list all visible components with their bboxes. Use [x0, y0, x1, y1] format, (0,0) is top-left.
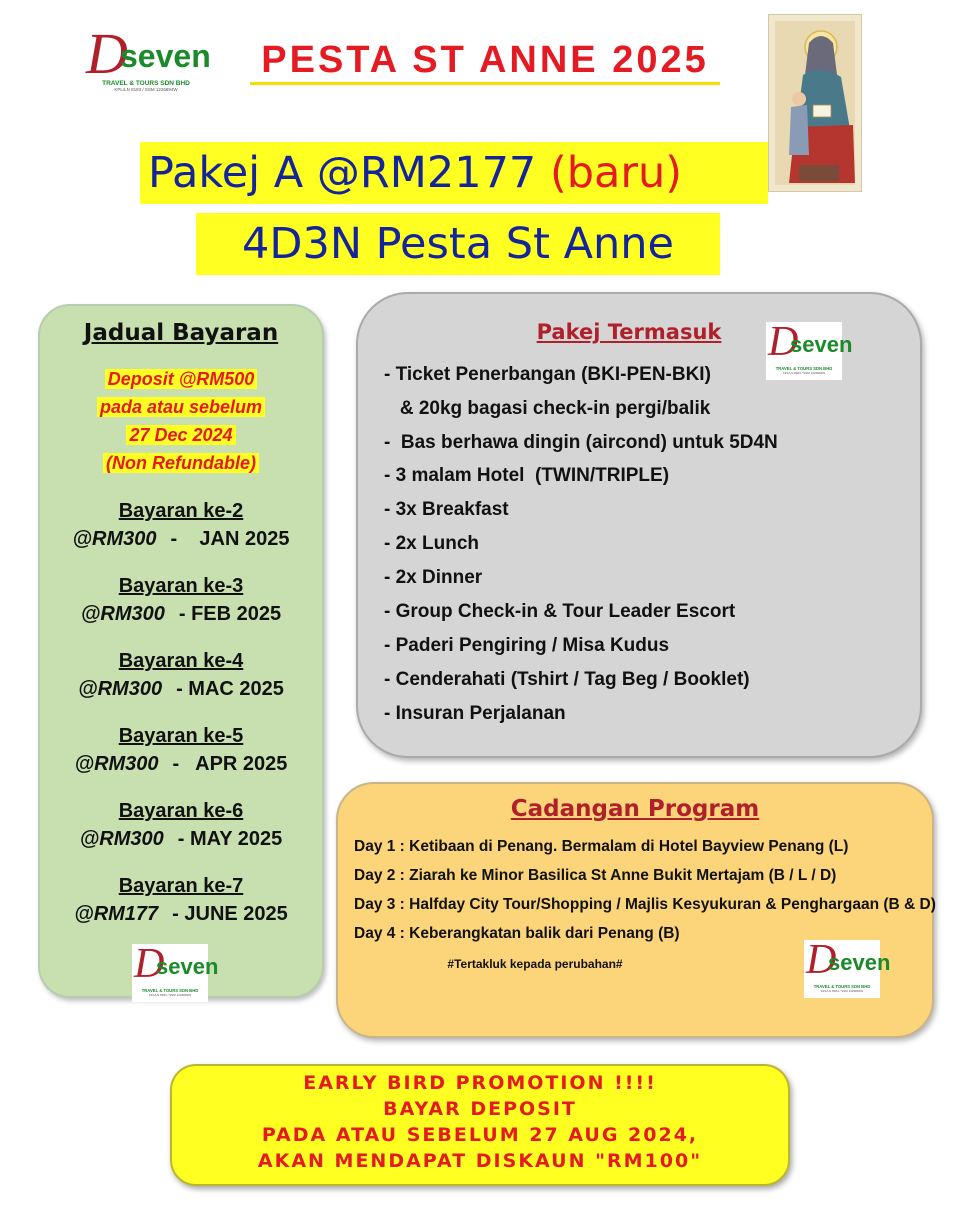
include-item: - Bas berhawa dingin (aircond) untuk 5D4N: [384, 432, 778, 453]
payment-7-label: Bayaran ke-7: [118, 875, 244, 897]
brand-logo-mark: D: [806, 937, 837, 983]
program-title: Cadangan Program: [510, 796, 760, 822]
program-day: Day 4 : Keberangkatan balik dari Penang (B): [354, 925, 680, 942]
brand-logo: [132, 941, 219, 1002]
brand-logo: [766, 319, 853, 380]
payment-5-amount: @RM300: [74, 753, 159, 775]
brand-logo-subtitle: TRAVEL & TOURS SDN BHD: [813, 984, 871, 989]
brand-logo-name: seven: [790, 332, 853, 357]
include-item: - Insuran Perjalanan: [384, 703, 566, 724]
payment-4-detail: [38, 678, 324, 701]
deposit-line: [38, 451, 324, 475]
include-item: - 2x Dinner: [384, 567, 483, 588]
promo-line: BAYAR DEPOSIT: [383, 1098, 577, 1120]
brand-logo-mark: D: [768, 319, 799, 365]
include-item: - Cenderahati (Tshirt / Tag Beg / Booklet): [384, 669, 750, 690]
program-day: Day 3 : Halfday City Tour/Shopping / Majlis Kesyukuran & Penghargaan (B & D): [354, 896, 936, 913]
payment-3-amount: @RM300: [80, 603, 165, 625]
package-price-heading: [140, 142, 768, 204]
saint-anne-image: [768, 14, 862, 192]
payment-7-detail: [38, 903, 324, 926]
package-price-main: Pakej A @RM2177: [148, 148, 550, 198]
payment-schedule-title: Jadual Bayaran: [83, 320, 279, 346]
payment-4-label: Bayaran ke-4: [118, 650, 244, 672]
package-price-note: (baru): [549, 148, 683, 198]
payment-6-month: - MAY 2025: [177, 828, 283, 850]
payment-5-month: - APR 2025: [172, 753, 288, 775]
include-item: - 3x Breakfast: [384, 499, 509, 520]
brand-logo-name: seven: [120, 38, 211, 74]
payment-2-month: - JAN 2025: [170, 528, 290, 550]
payment-6-amount: @RM300: [79, 828, 164, 850]
payment-7-month: - JUNE 2025: [172, 903, 288, 925]
payment-3-label: Bayaran ke-3: [118, 575, 244, 597]
brand-logo-mark: D: [86, 21, 128, 86]
include-item: - Ticket Penerbangan (BKI-PEN-BKI): [384, 364, 711, 385]
promo-line: PADA ATAU SEBELUM 27 AUG 2024,: [261, 1124, 699, 1146]
payment-7-amount: @RM177: [74, 903, 159, 925]
include-item: & 20kg bagasi check-in pergi/balik: [384, 398, 711, 419]
brand-logo-reg: KPL/LN 8183 / SSM 1226894W: [148, 993, 192, 997]
payment-5-label: Bayaran ke-5: [118, 725, 244, 747]
deposit-line: [38, 423, 324, 447]
brand-logo-name: seven: [156, 954, 219, 979]
brand-logo-subtitle: TRAVEL & TOURS SDN BHD: [775, 366, 833, 371]
payment-3-detail: [38, 603, 324, 626]
deposit-condition: pada atau sebelum: [97, 397, 265, 417]
payment-2-label: Bayaran ke-2: [118, 500, 244, 522]
deposit-line: [38, 395, 324, 419]
include-item: - 3 malam Hotel (TWIN/TRIPLE): [384, 465, 670, 486]
program-note: #Tertakluk kepada perubahan#: [447, 957, 623, 971]
brand-logo-mark: D: [134, 941, 165, 987]
brand-logo: [804, 937, 891, 998]
payment-4-amount: @RM300: [78, 678, 163, 700]
payment-6-detail: [38, 828, 324, 851]
include-item: - Paderi Pengiring / Misa Kudus: [384, 635, 670, 656]
deposit-date: 27 Dec 2024: [126, 425, 235, 445]
deposit-line: [38, 367, 324, 391]
payment-4-month: - MAC 2025: [176, 678, 284, 700]
deposit-amount: Deposit @RM500: [105, 369, 258, 389]
package-duration-heading: 4D3N Pesta St Anne: [196, 213, 720, 275]
package-includes-title: Pakej Termasuk: [536, 320, 722, 344]
brand-logo-subtitle: TRAVEL & TOURS SDN BHD: [102, 80, 190, 87]
promo-line: AKAN MENDAPAT DISKAUN "RM100": [257, 1150, 703, 1172]
event-title: PESTA ST ANNE 2025: [250, 38, 720, 85]
brand-logo-subtitle: TRAVEL & TOURS SDN BHD: [141, 988, 199, 993]
brand-logo: [86, 21, 211, 102]
brand-logo-reg: KPL/LN 8183 / SSM 1226894W: [114, 87, 178, 92]
brand-logo-reg: KPL/LN 8183 / SSM 1226894W: [820, 989, 864, 993]
payment-6-label: Bayaran ke-6: [118, 800, 244, 822]
payment-3-month: - FEB 2025: [178, 603, 282, 625]
include-item: - Group Check-in & Tour Leader Escort: [384, 601, 736, 622]
include-item: - 2x Lunch: [384, 533, 480, 554]
promo-line: EARLY BIRD PROMOTION !!!!: [303, 1072, 657, 1094]
payment-2-amount: @RM300: [72, 528, 157, 550]
program-day: Day 1 : Ketibaan di Penang. Bermalam di Hotel Bayview Penang (L): [354, 838, 849, 855]
payment-5-detail: [38, 753, 324, 776]
deposit-refund-note: (Non Refundable): [103, 453, 259, 473]
program-day: Day 2 : Ziarah ke Minor Basilica St Anne Bukit Mertajam (B / L / D): [354, 867, 837, 884]
brand-logo-name: seven: [828, 950, 891, 975]
brand-logo-reg: KPL/LN 8183 / SSM 1226894W: [782, 371, 826, 375]
payment-2-detail: [38, 528, 324, 551]
